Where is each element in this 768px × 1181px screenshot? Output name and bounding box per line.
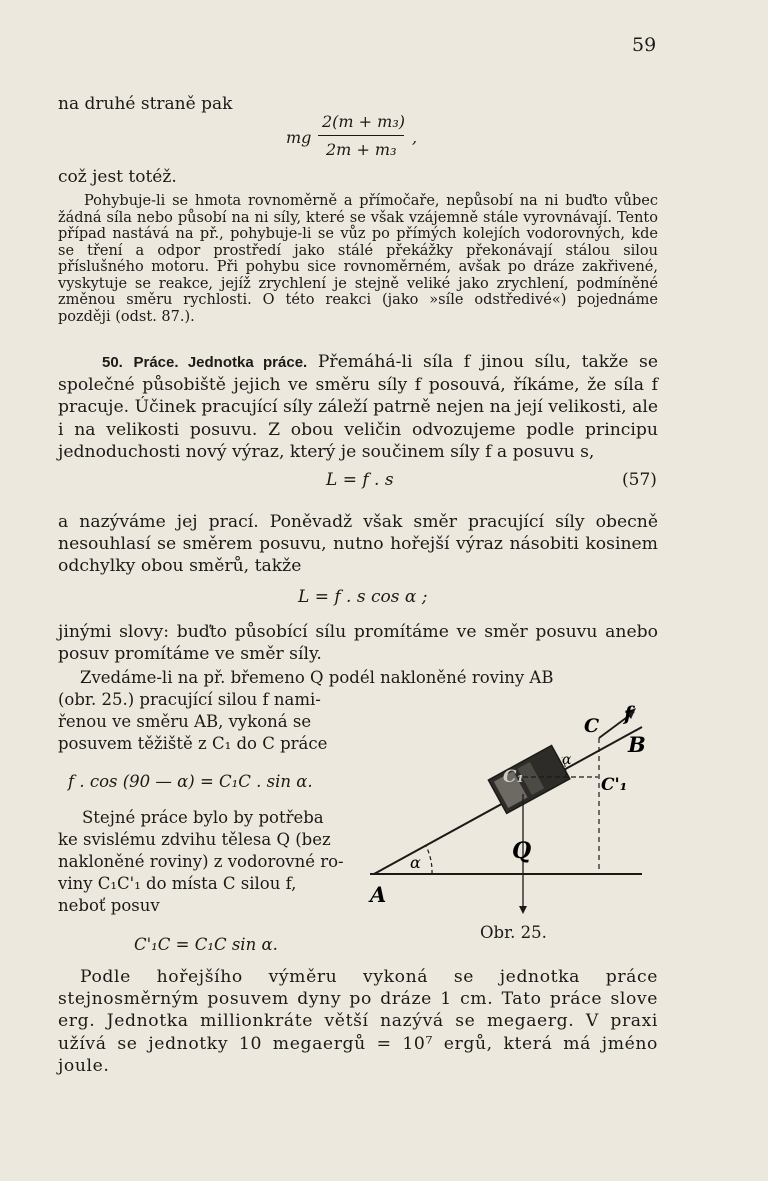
label-c1: C₁ (503, 767, 524, 787)
figure-caption: Obr. 25. (480, 923, 547, 942)
equation-posuv: C'₁C = C₁C sin α. (134, 935, 278, 954)
label-alpha-c1: α (562, 752, 572, 768)
label-alpha-a: α (410, 853, 421, 872)
example-line-4: posuvem těžiště z C₁ do C práce (58, 734, 328, 753)
figure-25 (366, 700, 656, 920)
example-line-2: (obr. 25.) pracující silou f nami- (58, 690, 321, 709)
label-b: B (628, 732, 646, 757)
same-work-line-3: nakloněné roviny) z vodorovné ro- (58, 852, 344, 871)
fraction-denominator: 2m + m₃ (326, 140, 397, 159)
same-line: což jest totéž. (58, 167, 177, 187)
equation-57-formula: L = f . s (326, 470, 394, 490)
equation-work: f . cos (90 — α) = C₁C . sin α. (68, 772, 313, 791)
label-q: Q (512, 838, 532, 864)
fraction-bar (318, 135, 404, 136)
load-block (488, 745, 569, 813)
section-50-paragraph (58, 351, 658, 463)
label-f: f (624, 703, 633, 725)
same-work-line-4: viny C₁C'₁ do místa C silou f, (58, 874, 297, 893)
angle-arc-a (426, 846, 432, 874)
projection-paragraph: jinými slovy: buďto působící sílu promítáme ve směr posuvu anebo posuv promítáme ve směr síly. (58, 622, 658, 665)
equation-cos: L = f . s cos α ; (298, 587, 428, 607)
same-work-line-5: neboť posuv (58, 896, 160, 915)
label-a: A (370, 882, 387, 907)
fraction-suffix: , (412, 128, 418, 147)
fraction-prefix: mg (286, 128, 312, 147)
small-paragraph: Pohybuje-li se hmota rovnoměrně a přímočaře, nepůsobí na ni buďto vůbec žádná síla nebo působí na ni síly, které se však vzájemně stále vyrovnávají. Tento případ nastává na př., pohybuje-li se vůz po přímých kolejích vodorovných, kde se tření a odpor prostředí jako stálé překážky překonávají stálou silou příslušného motoru. Při pohybu sice rovnoměrném, avšak po dráze zakřivené, vyskytuje se reakce, jejíž zrychlení je stejně veliké jako zrychlení, podmíněné změnou směru rychlosti. O této reakci (jako »síle odstředivé«) pojednáme později (odst. 87.). (58, 193, 658, 325)
label-c1-prime: C'₁ (601, 775, 628, 795)
page-number: 59 (632, 34, 657, 56)
weight-arrow (519, 906, 527, 914)
example-line-3: řenou ve směru AB, vykoná se (58, 712, 312, 731)
fraction-numerator: 2(m + m₃) (322, 112, 405, 131)
after-57-paragraph: a nazýváme jej prací. Poněvadž však směr pracující síly obecně nesouhlasí se směrem posuvu, nutno hořejší výraz násobiti kosinem odchylky obou směrů, takže (58, 512, 658, 577)
same-work-line-1: Stejné práce bylo by potřeba (82, 808, 324, 827)
example-line-1: Zvedáme-li na př. břemeno Q podél nakloněné roviny AB (80, 668, 554, 687)
intro-line: na druhé straně pak (58, 94, 233, 114)
section-title: Práce. Jednotka práce. (133, 354, 308, 371)
label-c: C (584, 715, 600, 737)
final-paragraph: Podle hořejšího výměru vykoná se jednotka práce stejnosměrným posuvem dyny po dráze 1 cm. Tato práce slove erg. Jednotka millionkráte větší nazývá se megaerg. V praxi užívá se jednotky 10 megaergů = 10⁷ ergů, která má jméno joule. (58, 967, 658, 1076)
section-text: Přemáhá-li síla f jinou sílu, takže se společné působiště jejich ve směru síly f posouvá, říkáme, že síla f pracuje. Účinek pracující síly záleží patrně nejen na její velikosti, ale i na velikosti posuvu. Z obou veličin odvozujeme podle principu jednoduchosti nový výraz, který je součinem síly f a posuvu s, (58, 352, 658, 462)
section-number: 50. (102, 354, 123, 371)
equation-57-label: (57) (622, 470, 657, 490)
same-work-line-2: ke svislému zdvihu tělesa Q (bez (58, 830, 331, 849)
